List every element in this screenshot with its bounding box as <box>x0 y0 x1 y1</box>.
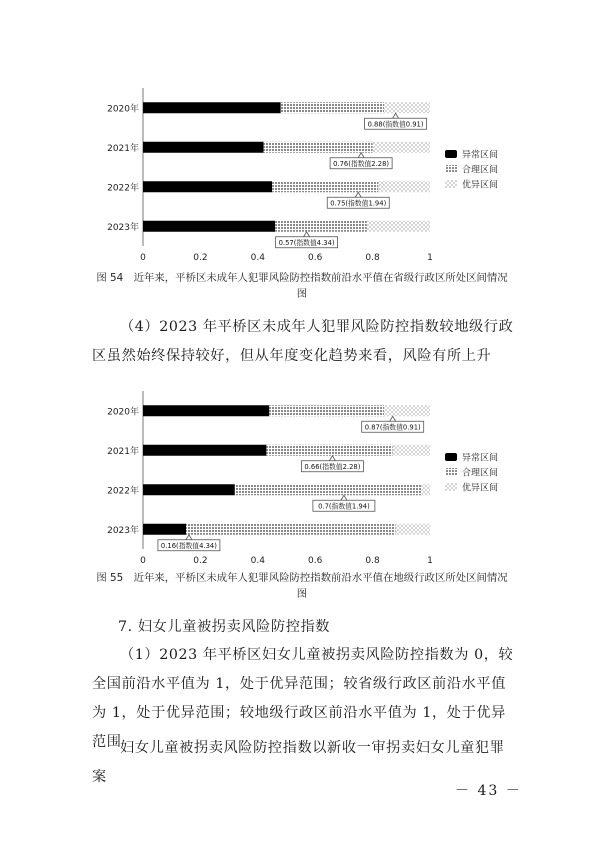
bar-segment-1 <box>266 445 392 456</box>
legend-swatch-0 <box>445 453 457 461</box>
bar-segment-2 <box>396 524 430 535</box>
bar-segment-0 <box>143 102 281 113</box>
legend-swatch-1 <box>445 165 457 173</box>
legend-swatch-1 <box>445 468 457 476</box>
annotation-label: 0.88(指数值0.91) <box>367 120 424 129</box>
figure-54-chart <box>95 80 515 260</box>
x-tick-label: 0.8 <box>365 556 380 563</box>
paragraph-4 <box>92 313 516 371</box>
bar-segment-2 <box>421 484 430 495</box>
annotation-pointer <box>329 456 335 461</box>
x-tick-label: 0.2 <box>193 556 208 563</box>
annotation-label: 0.76(指数值2.28) <box>333 160 390 169</box>
category-label: 2023年 <box>107 222 139 233</box>
x-tick-label: 0.4 <box>250 253 265 260</box>
bar-segment-0 <box>143 221 275 232</box>
section-heading-7: 7. 妇女儿童被拐卖风险防控指数 <box>118 619 331 635</box>
category-label: 2022年 <box>107 183 139 194</box>
annotation-pointer <box>390 416 396 421</box>
annotation-label: 0.16(指数值4.34) <box>160 542 217 551</box>
legend-label: 异常区间 <box>462 453 499 464</box>
x-tick-label: 0.2 <box>193 253 208 260</box>
figure-55-chart <box>95 383 515 563</box>
page-number: － 43 － <box>455 783 522 799</box>
bar-segment-1 <box>269 405 384 416</box>
x-tick-label: 0 <box>140 556 146 563</box>
bar-segment-0 <box>143 484 235 495</box>
bar-segment-1 <box>264 142 373 153</box>
annotation-label: 0.87(指数值0.91) <box>364 423 421 432</box>
annotation-label: 0.75(指数值1.94) <box>330 199 387 208</box>
paragraph-4-text: （4）2023 年平桥区未成年人犯罪风险防控指数较地级行政区虽然始终保持较好，但从年度变化趋势来看，风险有所上升 <box>92 319 514 364</box>
annotation-label: 0.57(指数值4.34) <box>278 239 335 248</box>
legend-label: 优异区间 <box>462 483 499 494</box>
annotation-pointer <box>304 232 310 237</box>
x-tick-label: 0.8 <box>365 253 380 260</box>
bar-segment-0 <box>143 524 186 535</box>
bar-segment-0 <box>143 405 269 416</box>
category-label: 2021年 <box>107 143 139 154</box>
figure-54-caption: 图 54 近年来，平桥区未成年人犯罪风险防控指数前沿水平值在省级行政区所处区间情况图 <box>96 272 508 300</box>
bar-segment-2 <box>384 405 430 416</box>
figure-55-caption: 图 55 近年来，平桥区未成年人犯罪风险防控指数前沿水平值在地级行政区所处区间情况图 <box>96 572 508 600</box>
x-tick-label: 1 <box>427 253 433 260</box>
legend-swatch-2 <box>445 180 457 188</box>
bar-segment-1 <box>275 221 367 232</box>
annotation-label: 0.7(指数值1.94) <box>318 502 370 511</box>
bar-segment-1 <box>186 524 396 535</box>
annotation-pointer <box>358 153 364 158</box>
paragraph-method <box>92 734 516 792</box>
legend-label: 优异区间 <box>462 180 499 191</box>
legend-label: 合理区间 <box>462 468 499 479</box>
bar-segment-1 <box>272 181 378 192</box>
category-label: 2020年 <box>107 104 139 115</box>
legend-label: 异常区间 <box>462 150 499 161</box>
figure-54-svg <box>95 80 515 260</box>
bar-segment-2 <box>384 102 430 113</box>
annotation-label: 0.66(指数值2.28) <box>304 463 361 472</box>
bar-segment-2 <box>378 181 430 192</box>
bar-segment-1 <box>281 102 384 113</box>
bar-segment-2 <box>393 445 430 456</box>
category-label: 2022年 <box>107 486 139 497</box>
category-label: 2021年 <box>107 446 139 457</box>
annotation-pointer <box>341 495 347 500</box>
paragraph-1-text: （1）2023 年平桥区妇女儿童被拐卖风险防控指数为 0，较全国前沿水平值为 1，处于优异范围；较省级行政区前沿水平值为 1，处于优异范围；较地级行政区前沿水平值为 1，处于优异范围 <box>92 647 514 750</box>
annotation-pointer <box>393 113 399 118</box>
figure-55-svg <box>95 383 515 563</box>
bar-segment-2 <box>373 142 430 153</box>
bar-segment-2 <box>367 221 430 232</box>
category-label: 2020年 <box>107 407 139 418</box>
bar-segment-0 <box>143 142 264 153</box>
x-tick-label: 0.6 <box>308 253 323 260</box>
legend-label: 合理区间 <box>462 165 499 176</box>
x-tick-label: 0 <box>140 253 146 260</box>
bar-segment-1 <box>235 484 422 495</box>
x-tick-label: 0.4 <box>250 556 265 563</box>
paragraph-method-text: 妇女儿童被拐卖风险防控指数以新收一审拐卖妇女儿童犯罪案 <box>92 740 505 785</box>
category-label: 2023年 <box>107 525 139 536</box>
x-tick-label: 1 <box>427 556 433 563</box>
legend-swatch-0 <box>445 150 457 158</box>
bar-segment-0 <box>143 181 272 192</box>
annotation-pointer <box>355 192 361 197</box>
annotation-pointer <box>186 535 192 540</box>
x-tick-label: 0.6 <box>308 556 323 563</box>
bar-segment-0 <box>143 445 266 456</box>
legend-swatch-2 <box>445 483 457 491</box>
